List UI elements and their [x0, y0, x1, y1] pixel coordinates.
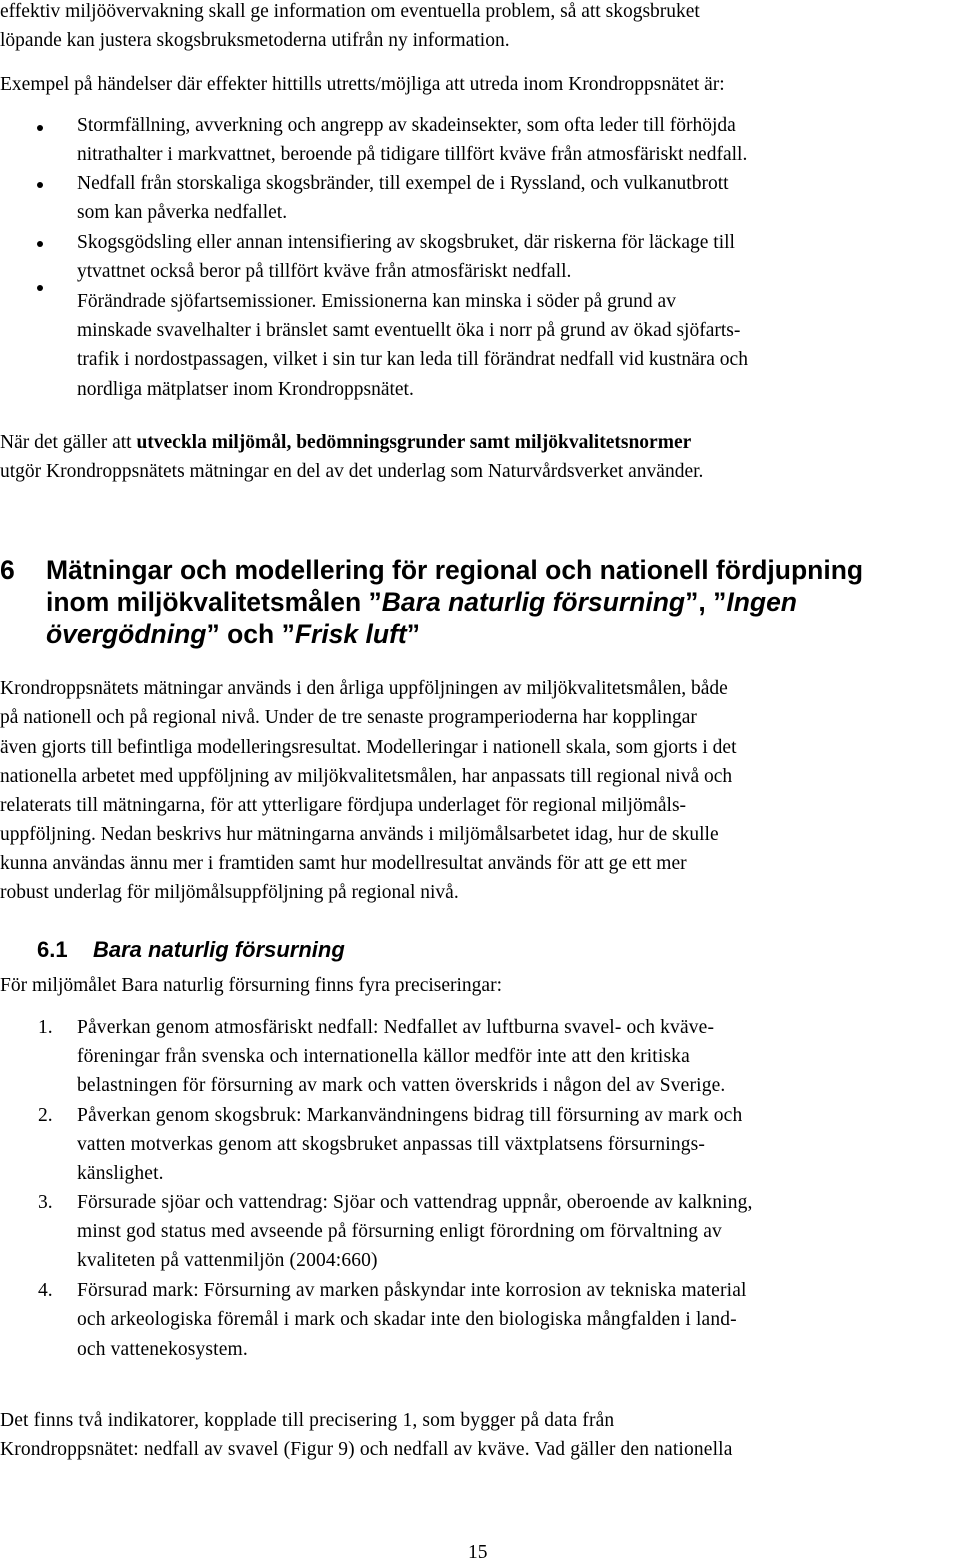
goal-name: Frisk luft [294, 619, 407, 649]
list-item-text: vatten motverkas genom att skogsbruket anpassas till växtplatsens försurnings- [77, 1134, 705, 1155]
body-text-line: Krondroppsnätet: nedfall av svavel (Figur 9) och nedfall av kväve. Vad gäller den nationella [0, 1439, 733, 1460]
list-item-text: och arkeologiska föremål i mark och skadar inte den biologiska mångfalden i land- [77, 1309, 737, 1330]
body-text-line: på nationell och på regional nivå. Under de tre senaste programperioderna har kopplingar [0, 707, 697, 728]
body-text-line: relaterats till mätningarna, för att ytterligare fördjupa underlaget för regional miljömåls- [0, 795, 687, 816]
quote-mark: ” [368, 587, 382, 617]
section-number: 6 [0, 555, 15, 585]
goals-bold-text: utveckla miljömål, bedömningsgrunder samt miljökvalitetsnormer [136, 432, 692, 453]
bullet-text: minskade svavelhalter i bränslet samt eventuellt öka i norr på grund av ökad sjöfarts- [77, 320, 741, 341]
bullet-text: nitrathalter i markvattnet, beroende på tidigare tillfört kväve från atmosfäriskt nedfall. [77, 144, 748, 165]
goals-line [0, 433, 691, 453]
body-text-line: nationella arbetet med uppföljning av miljökvalitetsmålen, har anpassats till regional nivå och [0, 766, 733, 787]
bullet-text: ytvattnet också beror på tillfört kväve från atmosfäriskt nedfall. [77, 261, 572, 282]
section-title [93, 939, 345, 961]
body-text-line: löpande kan justera skogsbruksmetoderna utifrån ny information. [0, 30, 510, 51]
section-intro: För miljömålet Bara naturlig försurning finns fyra preciseringar: [0, 975, 502, 996]
section-title-text: Bara naturlig försurning [93, 937, 345, 962]
list-item-text: och vattenekosystem. [77, 1339, 248, 1360]
body-text-line: kunna användas ännu mer i framtiden samt hur modellresultat används för att ge ett mer [0, 853, 687, 874]
quote-mark: ” [406, 619, 420, 649]
goal-name: Ingen [726, 587, 797, 617]
list-item-text: föreningar från svenska och internationella källor medför inte att den kritiska [77, 1046, 690, 1067]
bullet-text: trafik i nordostpassagen, vilket i sin tur kan leda till förändrat nedfall vid kustnära och [77, 349, 748, 370]
quote-mark: ” [281, 619, 295, 649]
list-item-text: Försurad mark: Försurning av marken påskyndar inte korrosion av tekniska material [77, 1280, 747, 1301]
bullet-icon [37, 182, 43, 188]
list-item-text: Påverkan genom atmosfäriskt nedfall: Nedfallet av luftburna svavel- och kväve- [77, 1017, 715, 1038]
quote-mark: ” [713, 587, 727, 617]
heading-line [46, 621, 420, 648]
examples-intro: Exempel på händelser där effekter hittills utretts/möjliga att utreda inom Krondroppsnätet är: [0, 74, 725, 95]
list-item-text: känslighet. [77, 1163, 164, 1184]
list-item-text: kvaliteten på vattenmiljön (2004:660) [77, 1250, 378, 1271]
list-number: 2. [38, 1105, 53, 1126]
heading-text: inom miljökvalitetsmålen [46, 587, 369, 617]
quote-mark: ” [206, 619, 220, 649]
body-text-line: Krondroppsnätets mätningar används i den årliga uppföljningen av miljökvalitetsmålen, både [0, 678, 728, 699]
section-number: 6.1 [37, 937, 68, 962]
goal-name: övergödning [46, 619, 207, 649]
bullet-icon [37, 241, 43, 247]
quote-mark: ” [685, 587, 699, 617]
list-item-text: Försurade sjöar och vattendrag: Sjöar och vattendrag uppnår, oberoende av kalkning, [77, 1192, 753, 1213]
bullet-text: Nedfall från storskaliga skogsbränder, till exempel de i Ryssland, och vulkanutbrott [77, 173, 729, 194]
bullet-text: nordliga mätplatser inom Krondroppsnätet. [77, 379, 414, 400]
heading-line: Mätningar och modellering för regional och nationell fördjupning [46, 555, 864, 585]
page-number: 15 [468, 1542, 488, 1563]
list-number: 4. [38, 1280, 53, 1301]
bullet-icon [37, 285, 43, 291]
list-number: 1. [38, 1017, 53, 1038]
list-item-text: Påverkan genom skogsbruk: Markanvändningens bidrag till försurning av mark och [77, 1105, 743, 1126]
body-text-line: uppföljning. Nedan beskrivs hur mätningarna används i miljömålsarbetet idag, hur de skulle [0, 824, 719, 845]
body-text-line: robust underlag för miljömålsuppföljning på regional nivå. [0, 882, 459, 903]
list-item-text: belastningen för försurning av mark och vatten överskrids i någon del av Sverige. [77, 1075, 726, 1096]
body-text-line: Det finns två indikatorer, kopplade till precisering 1, som bygger på data från [0, 1410, 615, 1431]
bullet-text: Skogsgödsling eller annan intensifiering av skogsbruket, där riskerna för läckage till [77, 232, 735, 253]
list-number: 3. [38, 1192, 53, 1213]
body-text-line: även gjorts till befintliga modelleringsresultat. Modelleringar i nationell skala, som gjorts i det [0, 737, 737, 758]
body-text-line: effektiv miljöövervakning skall ge information om eventuella problem, så att skogsbruket [0, 1, 700, 22]
bullet-text: Förändrade sjöfartsemissioner. Emissionerna kan minska i söder på grund av [77, 291, 676, 312]
goal-name: Bara naturlig försurning [381, 587, 686, 617]
goals-text: När det gäller att [0, 432, 137, 453]
bullet-text: Stormfällning, avverkning och angrepp av skadeinsekter, som ofta leder till förhöjda [77, 115, 736, 136]
list-item-text: minst god status med avseende på försurning enligt förordning om förvaltning av [77, 1221, 722, 1242]
heading-text: , [698, 587, 714, 617]
bullet-text: som kan påverka nedfallet. [77, 202, 288, 223]
heading-line [46, 589, 797, 616]
bullet-icon [37, 125, 43, 131]
goals-line: utgör Krondroppsnätets mätningar en del av det underlag som Naturvårdsverket använder. [0, 461, 704, 482]
heading-text: och [219, 619, 282, 649]
